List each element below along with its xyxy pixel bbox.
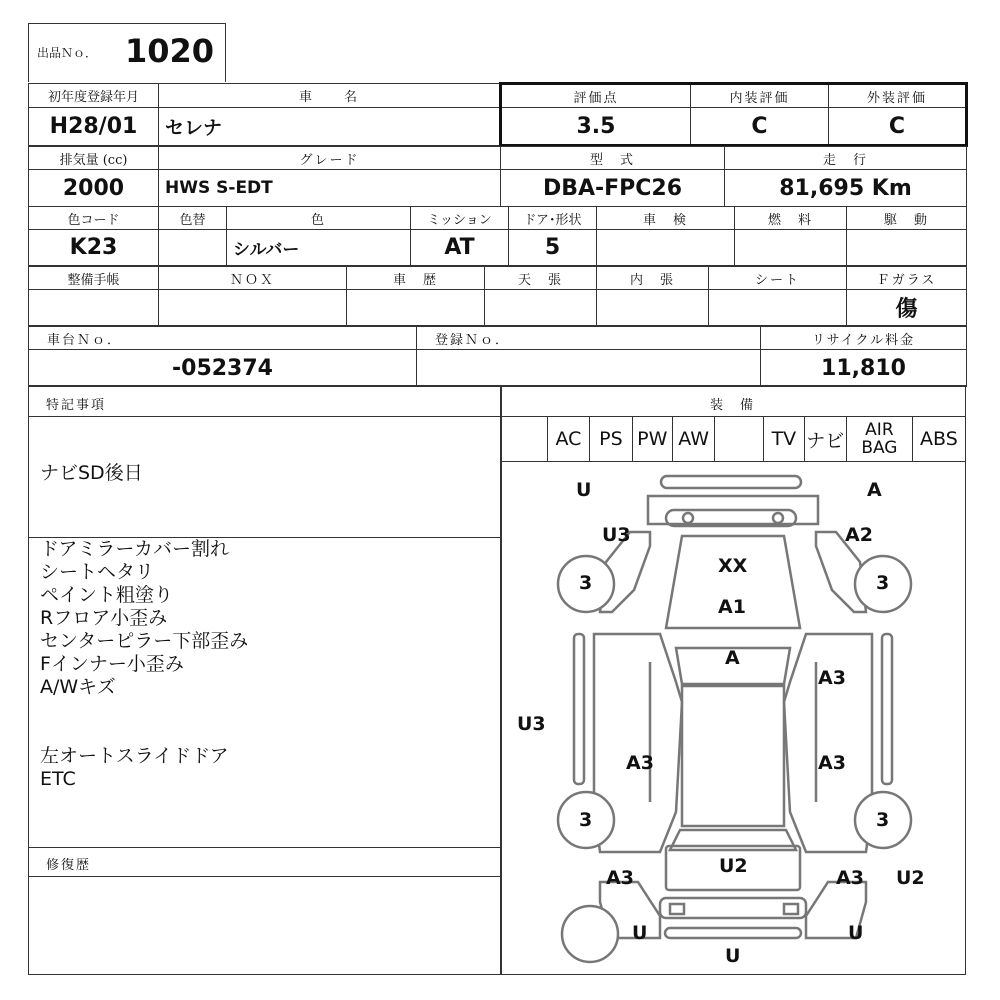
transmission-label: ミッション <box>411 207 509 230</box>
roof-shape <box>682 686 784 826</box>
drive-value <box>847 230 967 266</box>
damage-label: A1 <box>718 596 746 618</box>
tire-rear-left-score: 3 <box>579 809 593 831</box>
row-color <box>28 206 967 266</box>
equipment-item: PW <box>632 417 672 462</box>
roof-lining-label: 天 張 <box>485 267 597 290</box>
damage-label: A3 <box>836 867 864 889</box>
lot-number-value: 1020 <box>125 32 215 70</box>
color-change-value <box>159 230 227 266</box>
registration-number-label: 登録Ｎｏ． <box>417 327 761 350</box>
damage-label: A3 <box>818 667 846 689</box>
lot-number-label: 出品Ｎｏ． <box>37 46 98 60</box>
score-label: 評価点 <box>501 84 691 108</box>
inspection-value <box>597 230 735 266</box>
tire-front-left-score: 3 <box>579 572 593 594</box>
vehicle-history-value <box>347 290 485 326</box>
interior-lining-label: 内 張 <box>597 267 709 290</box>
emblem-left-shape <box>683 513 693 523</box>
maintenance-record-value <box>29 290 159 326</box>
maintenance-record-label: 整備手帳 <box>29 267 159 290</box>
model-code-value: DBA-FPC26 <box>501 170 725 207</box>
color-value: シルバー <box>227 230 411 266</box>
model-code-label: 型 式 <box>501 147 725 170</box>
chassis-number-label: 車台Ｎｏ． <box>29 327 417 350</box>
right-mirror-shape <box>882 634 892 784</box>
exterior-score-label: 外装評価 <box>829 84 967 108</box>
remarks-body: ドアミラーカバー割れ シートヘタリ ペイント粗塗り Rフロア小歪み センターピラー下部歪み Fインナー小歪み A/Wキズ 左オートスライドドア ETC <box>40 538 249 790</box>
equipment-item: ABS <box>912 417 965 462</box>
damage-label: A <box>867 479 882 501</box>
equipment-item <box>715 417 764 462</box>
door-value: 5 <box>509 230 597 266</box>
damage-label: A3 <box>606 867 634 889</box>
damage-label: U <box>848 922 864 944</box>
tire-rear-right-score: 3 <box>876 809 890 831</box>
damage-label: U3 <box>602 524 631 546</box>
car-damage-diagram <box>500 462 966 974</box>
color-label: 色 <box>227 207 411 230</box>
displacement-value: 2000 <box>29 170 159 207</box>
rear-lamp-right-shape <box>784 904 798 914</box>
grade-label: グレード <box>159 147 501 170</box>
recycle-fee-value: 11,810 <box>761 350 967 387</box>
color-code-value: K23 <box>29 230 159 266</box>
roof-lining-value <box>485 290 597 326</box>
grade-value: HWS S-EDT <box>159 170 501 207</box>
rear-lamp-left-shape <box>670 904 684 914</box>
door-label: ドア･形状 <box>509 207 597 230</box>
damage-label: U2 <box>896 867 925 889</box>
color-code-label: 色コード <box>29 207 159 230</box>
recycle-fee-label: リサイクル料金 <box>761 327 967 350</box>
reg-value: H28/01 <box>29 108 159 146</box>
reg-label: 初年度登録年月 <box>29 84 159 108</box>
mileage-value: 81,695 Km <box>725 170 967 207</box>
emblem-right-shape <box>773 513 783 523</box>
lot-number-box <box>28 23 226 82</box>
equipment-table <box>500 416 966 462</box>
rear-plate-shape <box>665 928 801 938</box>
equipment-item: ナビ <box>804 417 846 462</box>
color-change-label: 色替 <box>159 207 227 230</box>
equipment-item <box>501 417 548 462</box>
equipment-label: 装 備 <box>710 398 756 413</box>
score-value: 3.5 <box>501 108 691 146</box>
front-glass-label: Ｆガラス <box>847 267 967 290</box>
front-bumper-shape <box>661 476 801 488</box>
nox-label: ＮＯＸ <box>159 267 347 290</box>
car-name-value: セレナ <box>159 108 501 146</box>
interior-score-label: 内装評価 <box>691 84 829 108</box>
chassis-number-value: -052374 <box>29 350 417 387</box>
row-condition <box>28 266 967 326</box>
equipment-item: PS <box>590 417 632 462</box>
repair-history-header <box>28 847 502 877</box>
transmission-value: AT <box>411 230 509 266</box>
row-engine <box>28 146 967 207</box>
damage-label: A3 <box>626 752 654 774</box>
left-mirror-shape <box>574 634 584 784</box>
spare-tire-shape <box>562 906 618 962</box>
fuel-value <box>735 230 847 266</box>
damage-label: A3 <box>818 752 846 774</box>
seat-label: シート <box>709 267 847 290</box>
damage-label: XX <box>718 555 748 577</box>
equipment-item: AC <box>547 417 589 462</box>
equipment-item: TV <box>764 417 804 462</box>
row-chassis <box>28 326 967 387</box>
interior-lining-value <box>597 290 709 326</box>
mileage-label: 走 行 <box>725 147 967 170</box>
nox-value <box>159 290 347 326</box>
row-registration <box>28 82 968 147</box>
remarks-label: 特記事項 <box>46 398 107 413</box>
fuel-label: 燃 料 <box>735 207 847 230</box>
seat-value <box>709 290 847 326</box>
equipment-item <box>847 417 913 462</box>
damage-label: U <box>576 479 592 501</box>
equipment-item-line: AIR <box>865 420 894 440</box>
inspection-label: 車 検 <box>597 207 735 230</box>
damage-label: U3 <box>517 713 546 735</box>
interior-score-value: C <box>691 108 829 146</box>
damage-label: A <box>725 647 740 669</box>
damage-label: A2 <box>845 524 873 546</box>
damage-label: U <box>632 922 648 944</box>
registration-number-value <box>417 350 761 387</box>
damage-label: U <box>725 945 741 967</box>
displacement-label: 排気量 (cc) <box>29 147 159 170</box>
exterior-score-value: C <box>829 108 967 146</box>
damage-label: U2 <box>719 855 748 877</box>
equipment-item: AW <box>672 417 714 462</box>
car-name-label: 車 名 <box>159 84 501 108</box>
vehicle-history-label: 車 歴 <box>347 267 485 290</box>
front-glass-value: 傷 <box>847 290 967 326</box>
drive-label: 駆 動 <box>847 207 967 230</box>
tire-front-right-score: 3 <box>876 572 890 594</box>
remarks-top-note: ナビSD後日 <box>40 462 143 484</box>
repair-history-label: 修復歴 <box>46 858 92 873</box>
equipment-item-line: BAG <box>861 438 898 458</box>
